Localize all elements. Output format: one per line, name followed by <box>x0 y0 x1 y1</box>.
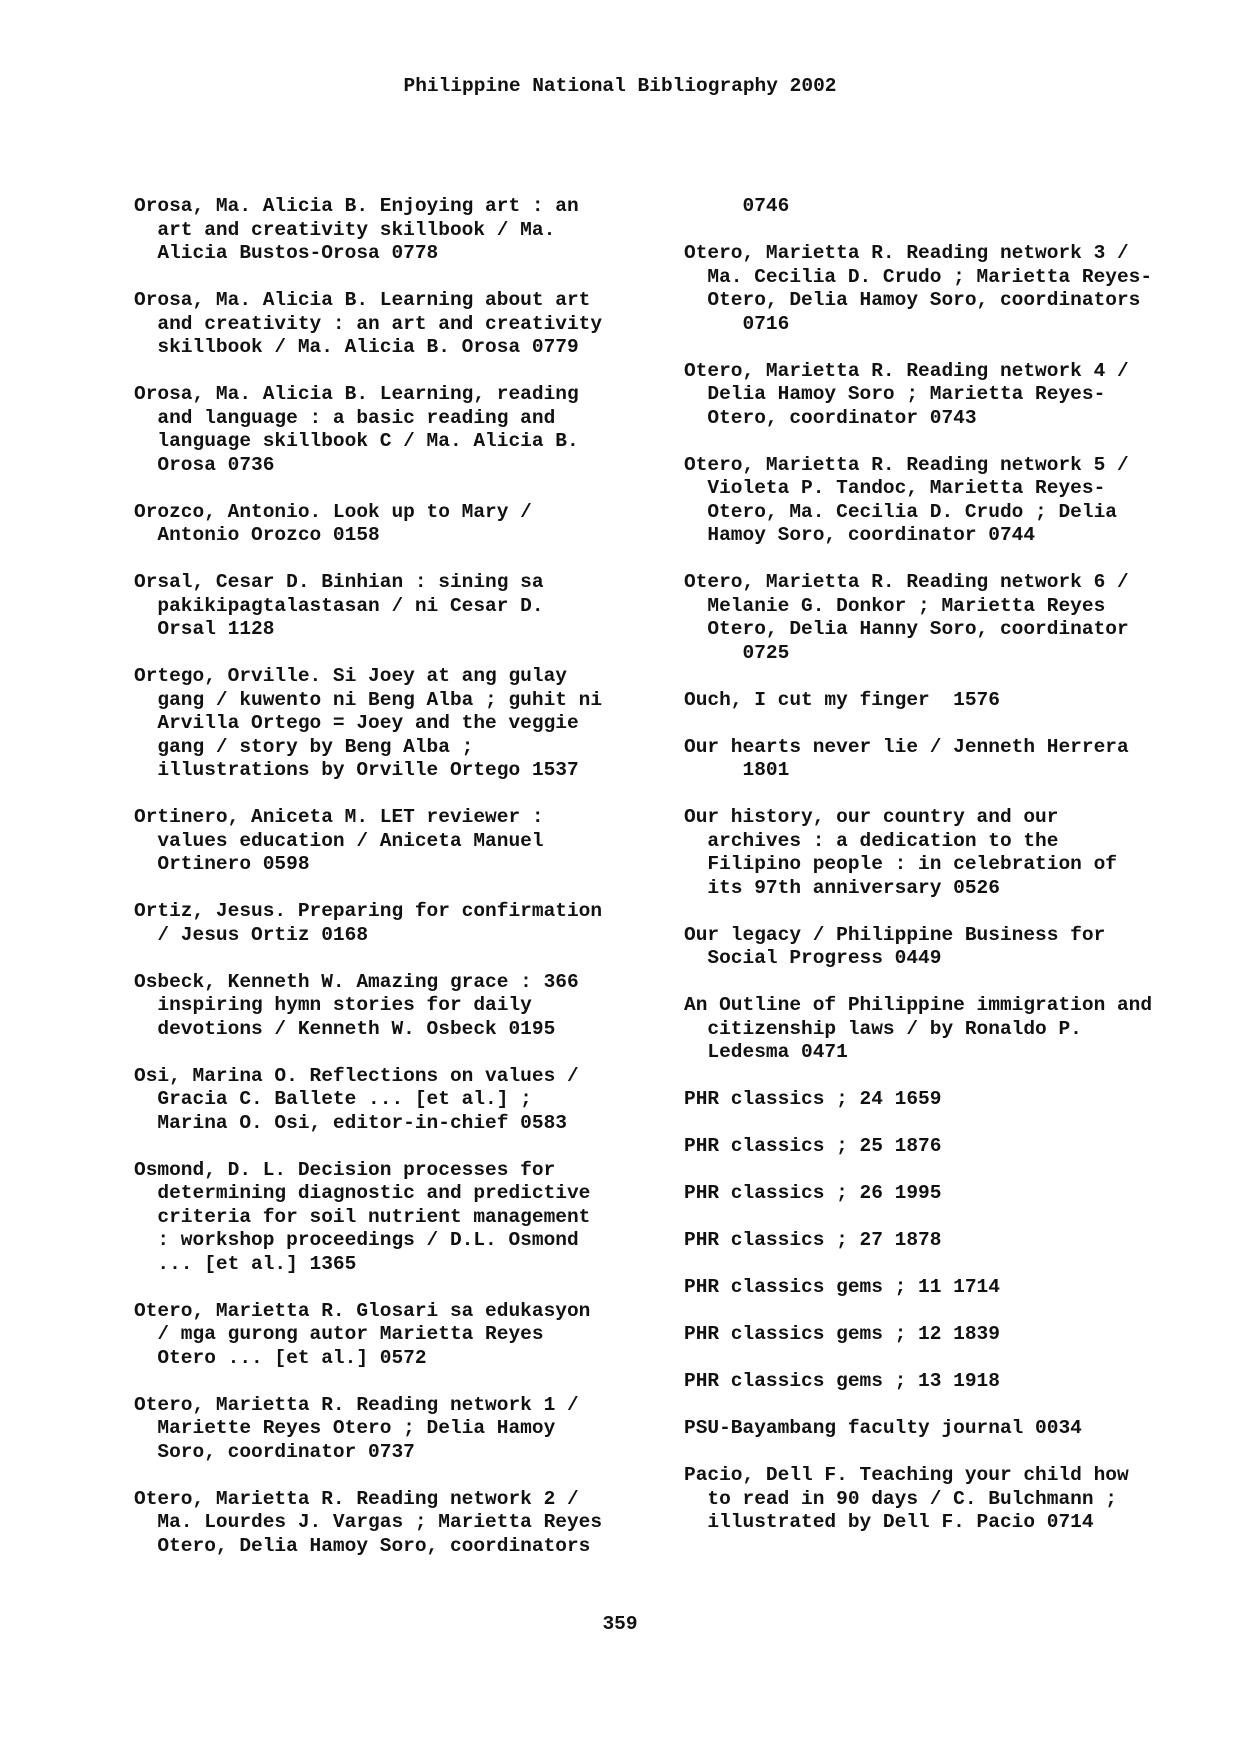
entry-line: Ledesma 0471 <box>684 1041 848 1063</box>
entry-line: 0716 <box>684 312 790 335</box>
entry-line: Osmond, D. L. Decision processes for <box>134 1158 556 1181</box>
index-entry <box>134 900 694 947</box>
entry-line: gang / story by Beng Alba ; <box>134 735 474 758</box>
entry-line: citizenship laws / by Ronaldo P. <box>684 1017 1082 1040</box>
entry-line: its 97th anniversary 0526 <box>684 876 1000 899</box>
entry-line: Antonio Orozco 0158 <box>134 524 380 546</box>
index-entry <box>134 289 694 360</box>
entry-line: art and creativity skillbook / Ma. <box>134 218 556 241</box>
index-entry <box>684 806 1204 900</box>
entry-line: determining diagnostic and predictive <box>134 1182 591 1204</box>
index-column-left <box>134 195 694 1582</box>
index-entry <box>684 1182 1204 1206</box>
entry-line: Otero, Delia Hamoy Soro, coordinators <box>684 289 1141 311</box>
entry-line: inspiring hymn stories for daily <box>134 994 532 1016</box>
entry-line: Ma. Lourdes J. Vargas ; Marietta Reyes <box>134 1511 603 1533</box>
entry-line: Pacio, Dell F. Teaching your child how <box>684 1464 1129 1486</box>
entry-line: / mga gurong autor Marietta Reyes <box>134 1323 544 1345</box>
entry-line: skillbook / Ma. Alicia B. Orosa 0779 <box>134 336 579 358</box>
entry-line: Otero, Ma. Cecilia D. Crudo ; Delia <box>684 500 1117 523</box>
index-entry <box>134 383 694 477</box>
entry-line: PHR classics ; 27 1878 <box>684 1229 942 1251</box>
index-entry <box>134 571 694 642</box>
entry-line: Alicia Bustos-Orosa 0778 <box>134 242 439 264</box>
entry-line: Otero, Marietta R. Reading network 6 / <box>684 571 1129 593</box>
entry-line: : workshop proceedings / D.L. Osmond <box>134 1229 579 1251</box>
index-entry <box>684 360 1204 431</box>
entry-line: Orosa, Ma. Alicia B. Learning, reading <box>134 383 579 405</box>
index-entry <box>134 1394 694 1465</box>
index-entry <box>684 1464 1204 1535</box>
entry-line: Otero, Marietta R. Reading network 4 / <box>684 359 1129 382</box>
index-entry <box>134 1159 694 1277</box>
page-number: 359 <box>602 1613 638 1635</box>
index-entry <box>134 971 694 1042</box>
entry-line: Ortinero, Aniceta M. LET reviewer : <box>134 806 544 828</box>
entry-line: PHR classics gems ; 11 1714 <box>684 1276 1000 1298</box>
entry-line: PHR classics gems ; 13 1918 <box>684 1370 1000 1392</box>
index-entry <box>684 1135 1204 1159</box>
entry-line: Soro, coordinator 0737 <box>134 1440 415 1463</box>
entry-line: Orsal 1128 <box>134 618 275 640</box>
entry-line: Marina O. Osi, editor-in-chief 0583 <box>134 1111 567 1134</box>
entry-line: PHR classics gems ; 12 1839 <box>684 1323 1000 1345</box>
entry-line: Ouch, I cut my finger 1576 <box>684 688 1000 711</box>
index-entry <box>684 454 1204 548</box>
entry-line: gang / kuwento ni Beng Alba ; guhit ni <box>134 688 603 711</box>
entry-line: Our hearts never lie / Jenneth Herrera <box>684 735 1129 758</box>
index-entry <box>134 1300 694 1371</box>
entry-line: / Jesus Ortiz 0168 <box>134 923 369 946</box>
entry-line: Ortinero 0598 <box>134 853 310 875</box>
index-entry <box>684 1370 1204 1394</box>
index-entry <box>684 1276 1204 1300</box>
index-entry <box>134 806 694 877</box>
entry-line: criteria for soil nutrient management <box>134 1205 591 1228</box>
entry-line: Osbeck, Kenneth W. Amazing grace : 366 <box>134 970 579 993</box>
entry-line: Otero, Marietta R. Reading network 2 / <box>134 1487 579 1510</box>
entry-line: PHR classics ; 24 1659 <box>684 1088 942 1110</box>
entry-line: Mariette Reyes Otero ; Delia Hamoy <box>134 1417 556 1439</box>
entry-line: An Outline of Philippine immigration and <box>684 994 1153 1016</box>
entry-line: 0725 <box>684 641 790 664</box>
index-entry <box>684 195 1204 219</box>
entry-line: Arvilla Ortego = Joey and the veggie <box>134 712 579 734</box>
index-entry <box>684 242 1204 336</box>
entry-line: Orosa 0736 <box>134 453 275 476</box>
entry-line: pakikipagtalastasan / ni Cesar D. <box>134 594 544 617</box>
entry-line: archives : a dedication to the <box>684 829 1059 852</box>
entry-line: PHR classics ; 26 1995 <box>684 1182 942 1204</box>
entry-line: Orozco, Antonio. Look up to Mary / <box>134 500 532 523</box>
entry-line: Hamoy Soro, coordinator 0744 <box>684 524 1036 546</box>
entry-line: Ortiz, Jesus. Preparing for confirmation <box>134 900 603 922</box>
entry-line: Violeta P. Tandoc, Marietta Reyes- <box>684 477 1106 499</box>
index-entry <box>684 1323 1204 1347</box>
entry-line: devotions / Kenneth W. Osbeck 0195 <box>134 1017 556 1040</box>
entry-line: Filipino people : in celebration of <box>684 853 1117 875</box>
entry-line: Otero, Delia Hanny Soro, coordinator <box>684 618 1129 640</box>
index-entry <box>684 689 1204 713</box>
entry-line: PHR classics ; 25 1876 <box>684 1135 942 1157</box>
entry-line: Otero, coordinator 0743 <box>684 406 977 429</box>
index-entry <box>134 501 694 548</box>
entry-line: 1801 <box>684 759 790 781</box>
index-entry <box>134 665 694 783</box>
entry-line: Orsal, Cesar D. Binhian : sining sa <box>134 571 544 593</box>
page-header: Philippine National Bibliography 2002 <box>403 75 837 97</box>
entry-line: 0746 <box>684 195 790 217</box>
entry-line: and language : a basic reading and <box>134 406 556 429</box>
entry-line: Our history, our country and our <box>684 806 1059 828</box>
entry-line: Delia Hamoy Soro ; Marietta Reyes- <box>684 383 1106 405</box>
entry-line: Social Progress 0449 <box>684 947 942 969</box>
entry-line: Melanie G. Donkor ; Marietta Reyes <box>684 594 1106 617</box>
entry-line: Orosa, Ma. Alicia B. Learning about art <box>134 289 591 311</box>
index-entry <box>684 736 1204 783</box>
entry-line: Gracia C. Ballete ... [et al.] ; <box>134 1088 532 1110</box>
entry-line: Osi, Marina O. Reflections on values / <box>134 1064 579 1087</box>
entry-line: values education / Aniceta Manuel <box>134 829 544 852</box>
entry-line: to read in 90 days / C. Bulchmann ; <box>684 1487 1117 1510</box>
entry-line: language skillbook C / Ma. Alicia B. <box>134 430 579 452</box>
entry-line: Otero, Marietta R. Reading network 1 / <box>134 1393 579 1416</box>
entry-line: illustrated by Dell F. Pacio 0714 <box>684 1511 1094 1533</box>
index-entry <box>684 1088 1204 1112</box>
entry-line: Our legacy / Philippine Business for <box>684 923 1106 946</box>
entry-line: ... [et al.] 1365 <box>134 1252 357 1275</box>
index-entry <box>684 571 1204 665</box>
entry-line: Otero, Marietta R. Reading network 5 / <box>684 453 1129 476</box>
entry-line: Otero, Marietta R. Reading network 3 / <box>684 242 1129 264</box>
index-column-right <box>684 195 1204 1558</box>
entry-line: Otero, Delia Hamoy Soro, coordinators <box>134 1534 591 1557</box>
entry-line: Ma. Cecilia D. Crudo ; Marietta Reyes- <box>684 265 1153 288</box>
index-entry <box>684 994 1204 1065</box>
entry-line: Ortego, Orville. Si Joey at ang gulay <box>134 665 567 687</box>
index-entry <box>684 1229 1204 1253</box>
index-entry <box>684 924 1204 971</box>
index-entry <box>134 1488 694 1559</box>
index-entry <box>684 1417 1204 1441</box>
index-entry <box>134 195 694 266</box>
entry-line: Otero, Marietta R. Glosari sa edukasyon <box>134 1299 591 1322</box>
entry-line: illustrations by Orville Ortego 1537 <box>134 759 579 781</box>
entry-line: and creativity : an art and creativity <box>134 312 603 335</box>
entry-line: Orosa, Ma. Alicia B. Enjoying art : an <box>134 195 579 217</box>
entry-line: PSU-Bayambang faculty journal 0034 <box>684 1417 1082 1439</box>
entry-line: Otero ... [et al.] 0572 <box>134 1346 427 1369</box>
index-entry <box>134 1065 694 1136</box>
